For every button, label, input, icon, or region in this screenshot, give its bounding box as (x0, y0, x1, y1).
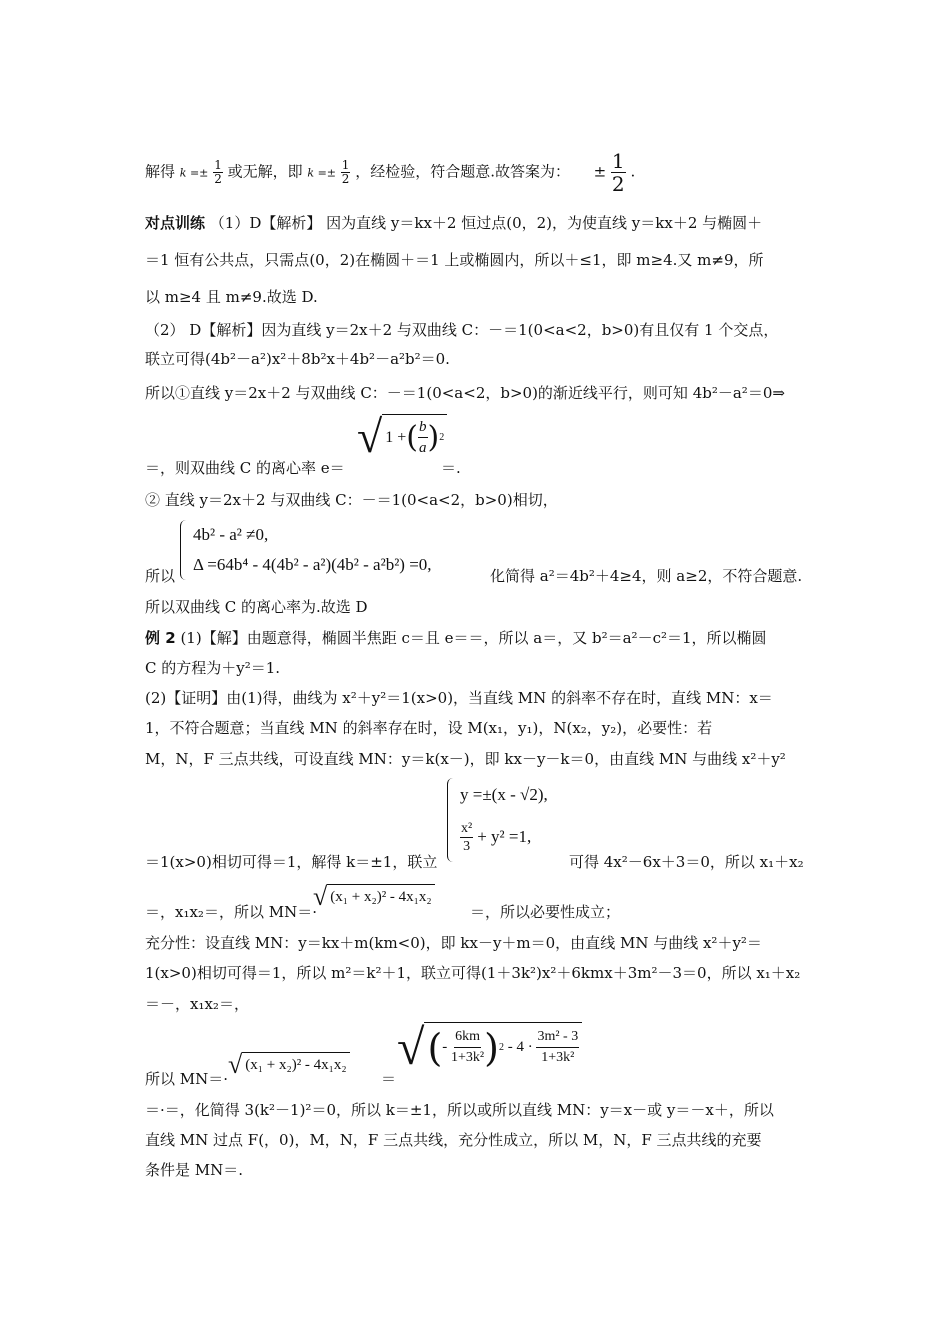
text: 所以 MN＝· (145, 1070, 229, 1088)
text: （2） D【解析】因为直线 y＝2x＋2 与双曲线 C：－＝1(0<a<2，b>0)有且仅有 1 个交点， (145, 321, 779, 339)
text: ，经检验，符合题意.故答案为： (355, 162, 570, 181)
frac-den: 2 (214, 172, 222, 186)
training-line-5 (145, 349, 450, 369)
frac-den: 2 (611, 172, 625, 196)
frac-den: 1+3k² (541, 1050, 575, 1065)
fraction-b-over-a (418, 417, 428, 458)
sqrt (313, 884, 435, 910)
text: ＝ (381, 1070, 397, 1088)
frac-num: x² (461, 820, 473, 836)
text: 直线 MN 过点 F(，0)，M，N，F 三点共线，充分性成立，所以 M，N，F 三点共线的充要 (145, 1131, 762, 1149)
frac-den: 1+3k² (451, 1050, 485, 1065)
text: 或无解，即 (227, 162, 303, 181)
text: ＝·＝，化简得 3(k²－1)²＝0，所以 k＝±1，所以或所以直线 MN：y＝x－或 y＝－x＋，所以 (145, 1101, 774, 1119)
mn-root-2 (228, 1052, 350, 1078)
example2-line-11b (381, 1069, 396, 1089)
frac-den: a (419, 440, 427, 456)
text: (1)【解】由题意得，椭圆半焦距 c＝且 e＝＝，所以 a＝，又 b²＝a²－c²＝1，所以椭圆 (180, 629, 767, 647)
example2-line-10 (145, 994, 249, 1014)
equation: Δ =64b⁴ - 4(4b² - a²)(4b² - a²b²) =0, (193, 555, 432, 574)
example2-line-13 (145, 1130, 762, 1150)
text: ＝－，x₁x₂＝， (145, 995, 249, 1013)
text: 可得 4x²－6x＋3＝0，所以 x₁＋x₂ (569, 853, 804, 871)
text: ＝1(x>0)相切可得＝1，解得 k＝±1，联立 (145, 853, 438, 871)
text: 1，不符合题意；当直线 MN 的斜率存在时，设 M(x₁，y₁)，N(x₂，y₂)，必要性：若 (145, 719, 713, 737)
system-rows (460, 778, 548, 862)
text: 所以 (145, 567, 176, 585)
eccentricity-tail (441, 458, 461, 478)
eccentricity-line (145, 458, 345, 478)
fraction-6km (451, 1027, 484, 1068)
equation: y =±(x - √2), (460, 785, 548, 805)
radicand: ( - $\frac{6km}{\text{1+3k²}}$ ) 2 - 4 · $\frac{\text{3m² - 3}}{\text{1+3k²}}$ (424, 1022, 582, 1072)
training-line-3 (145, 287, 318, 307)
eccentricity-formula (357, 411, 447, 462)
frac-num: 1 (341, 158, 350, 172)
text: 解得 (145, 162, 176, 181)
text: 1(x>0)相切可得＝1，所以 m²＝k²＋1，联立可得(1＋3k²)x²＋6kmx＋3m²－3＝0，所以 x₁＋x₂ (145, 964, 801, 982)
fraction-3m2 (536, 1027, 579, 1068)
text: 条件是 MN＝. (145, 1161, 244, 1179)
radical-sign: √ (313, 882, 328, 911)
text: 1 + (385, 428, 407, 446)
example2-heading: 例 2 (145, 629, 176, 647)
paren-right: ) (484, 1025, 499, 1070)
text: - (442, 1039, 448, 1055)
example2-line-8 (145, 933, 762, 953)
text: C 的方程为＋y²＝1. (145, 659, 281, 677)
text: 所以①直线 y＝2x＋2 与双曲线 C：－＝1(0<a<2，b>0)的渐近线平行，则可知 4b²－a²＝0⇒ (145, 384, 785, 402)
text: - 4 · (507, 1039, 533, 1055)
radicand: (x₁ + x₂)² - 4x₁x₂ (242, 1052, 349, 1078)
training-line-1 (145, 213, 762, 233)
brace (180, 520, 189, 580)
training-line-10 (145, 597, 368, 617)
answer-line (145, 150, 635, 195)
frac-num: b (418, 417, 428, 438)
text: 以 m≥4 且 m≠9.故选 D. (145, 288, 318, 306)
sqrt (357, 411, 447, 462)
system-tangent (180, 520, 432, 580)
training-line-4 (145, 320, 778, 340)
example2-line-6 (145, 852, 437, 872)
example2-line-9 (145, 963, 800, 983)
example2-line-4 (145, 718, 712, 738)
text: M，N，F 三点共线，可设直线 MN：y＝k(x－)，即 kx－y－k＝0，由直线 MN 与曲线 x²＋y² (145, 750, 786, 768)
training-heading: 对点训练 (145, 214, 206, 232)
frac-num: 3m² - 3 (536, 1027, 579, 1048)
radical-sign: √ (397, 1019, 425, 1075)
equation: 4b² - a² ≠0, (193, 525, 269, 544)
paren-left: ( (406, 419, 418, 455)
text: ＝1 恒有公共点，只需点(0，2)在椭圆＋＝1 上或椭圆内，所以＋≤1，即 m≥4.又 m≠9，所 (145, 251, 764, 269)
text: ＝. (441, 459, 461, 477)
example2-line-6b (569, 852, 804, 872)
answer-sign: ± (593, 162, 607, 181)
text: ＝，x₁x₂＝，所以 MN＝· (145, 903, 317, 921)
system-rows (193, 520, 432, 580)
sqrt (228, 1052, 350, 1078)
text: （1）D【解析】 因为直线 y＝kx＋2 恒过点(0，2)，为使直线 y＝kx＋2 与椭圆＋ (209, 214, 763, 232)
text: ＝，所以必要性成立； (470, 903, 621, 921)
paren-left: ( (427, 1025, 443, 1070)
radicand: (x₁ + x₂)² - 4x₁x₂ (327, 884, 434, 910)
text: . (630, 162, 636, 181)
example2-line-12 (145, 1100, 774, 1120)
example2-line-2 (145, 658, 280, 678)
example2-line-1 (145, 628, 767, 648)
frac-num: 6km (454, 1027, 481, 1048)
frac-num: 1 (214, 158, 222, 172)
example2-line-14 (145, 1160, 243, 1180)
text: ② 直线 y＝2x＋2 与双曲线 C：－＝1(0<a<2，b>0)相切， (145, 491, 558, 509)
radical-sign: √ (357, 411, 383, 462)
answer-fraction (611, 150, 626, 195)
equation (460, 820, 548, 855)
text: ＝，则双曲线 C 的离心率 e＝ (145, 459, 345, 477)
brace (447, 778, 456, 862)
example2-line-5 (145, 749, 786, 769)
frac-den: 3 (463, 838, 471, 854)
example2-line-3 (145, 688, 773, 708)
example2-line-11 (145, 1069, 228, 1089)
text: 联立可得(4b²－a²)x²＋8b²x＋4b²－a²b²＝0. (145, 350, 450, 368)
sqrt (397, 1019, 582, 1075)
training-line-8 (145, 490, 558, 510)
training-line-9 (145, 566, 175, 586)
paren-right: ) (427, 419, 440, 455)
text: 充分性：设直线 MN：y＝kx＋m(km<0)，即 kx－y＋m＝0，由直线 MN 与曲线 x²＋y²＝ (145, 934, 762, 952)
training-line-6 (145, 383, 785, 403)
frac-num: 1 (611, 149, 625, 173)
training-line-9b (490, 566, 802, 586)
radical-sign: √ (228, 1050, 243, 1079)
mn-root-1 (313, 884, 435, 910)
radicand: 1 + ( $\frac{b}{a}$ ) 2 (382, 414, 447, 460)
frac-den: 2 (341, 172, 350, 186)
fraction-half (341, 159, 351, 186)
example2-line-7b (470, 902, 620, 922)
system-circle-line (447, 778, 548, 862)
k-expression: k =± (307, 166, 337, 180)
text: (2)【证明】由(1)得，曲线为 x²＋y²＝1(x>0)，当直线 MN 的斜率不存在时，直线 MN：x＝ (145, 689, 773, 707)
text: 所以双曲线 C 的离心率为.故选 D (145, 598, 368, 616)
fraction-half (213, 159, 223, 186)
fraction-x2-over-3 (460, 820, 473, 855)
text: + y² =1, (477, 827, 532, 847)
text: 化简得 a²＝4b²＋4≥4，则 a≥2，不符合题意. (490, 567, 803, 585)
k-expression: k =± (179, 166, 209, 180)
mn-root-3 (397, 1019, 582, 1075)
training-line-2 (145, 250, 764, 270)
example2-line-7 (145, 902, 317, 922)
